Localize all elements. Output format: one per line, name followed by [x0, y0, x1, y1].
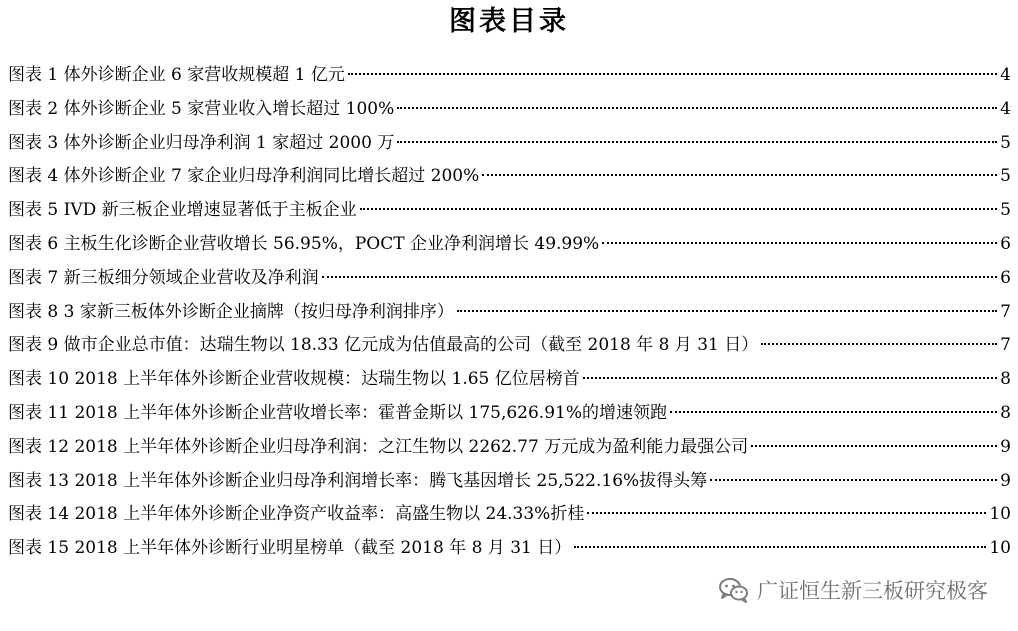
toc-entry[interactable]: [8, 465, 1011, 499]
toc-page-number: 7: [1000, 301, 1011, 322]
toc-dot-leader: [751, 445, 997, 447]
toc-page-number: 6: [1000, 267, 1011, 288]
toc-page-number: 5: [1000, 132, 1011, 153]
toc-entry[interactable]: [8, 93, 1011, 127]
toc-dot-leader: [397, 141, 997, 143]
toc-entry-title: 图表 5 IVD 新三板企业增速显著低于主板企业: [8, 200, 357, 221]
toc-dot-leader: [457, 310, 997, 312]
toc-page-number: 9: [1000, 470, 1011, 491]
toc-entry-title: 图表 11 2018 上半年体外诊断企业营收增长率：霍普金斯以 175,626.91%的增速领跑: [8, 402, 667, 423]
toc-page-number: 8: [1000, 402, 1011, 423]
toc-entry[interactable]: [8, 363, 1011, 397]
wechat-icon: [719, 577, 749, 603]
toc-entry[interactable]: [8, 397, 1011, 431]
toc-entry[interactable]: [8, 431, 1011, 465]
toc-entry-title: 图表 13 2018 上半年体外诊断企业归母净利润增长率：腾飞基因增长 25,522.16%拔得头筹: [8, 470, 708, 491]
toc-entry-title: 图表 1 体外诊断企业 6 家营收规模超 1 亿元: [8, 65, 345, 85]
toc-dot-leader: [482, 174, 997, 176]
toc-page-number: 7: [1000, 335, 1011, 356]
toc-entry-title: 图表 8 3 家新三板体外诊断企业摘牌（按归母净利润排序）: [8, 301, 454, 322]
toc-entry[interactable]: [8, 194, 1011, 228]
toc-entry-title: 图表 4 体外诊断企业 7 家企业归母净利润同比增长超过 200%: [8, 166, 480, 187]
toc-entry[interactable]: [8, 329, 1011, 363]
toc-dot-leader: [587, 512, 986, 514]
toc-page-number: 5: [1000, 200, 1011, 221]
toc-dot-leader: [670, 411, 997, 413]
toc-dot-leader: [583, 377, 997, 379]
page-title: 图表目录: [449, 6, 569, 37]
toc-dot-leader: [360, 208, 998, 210]
toc-entry[interactable]: [8, 59, 1011, 93]
toc-page-number: 4: [1000, 65, 1011, 85]
toc-entry-title: 图表 2 体外诊断企业 5 家营业收入增长超过 100%: [8, 98, 395, 119]
toc-entry[interactable]: [8, 127, 1011, 161]
toc-entry[interactable]: [8, 228, 1011, 262]
watermark-text: 广证恒生新三板研究极客: [757, 579, 988, 603]
toc-entry-title: 图表 12 2018 上半年体外诊断企业归母净利润：之江生物以 2262.77 万元成为盈利能力最强公司: [8, 436, 749, 457]
toc-dot-leader: [348, 73, 997, 75]
toc-page-number: 4: [1000, 98, 1011, 119]
toc-page-number: 10: [989, 504, 1011, 525]
toc-dot-leader: [397, 107, 997, 109]
toc-entry[interactable]: [8, 262, 1011, 296]
toc-dot-leader: [710, 479, 997, 481]
toc-page-number: 9: [1000, 436, 1011, 457]
toc-page-number: 6: [1000, 233, 1011, 254]
toc-page-number: 5: [1000, 166, 1011, 187]
toc-entry-title: 图表 3 体外诊断企业归母净利润 1 家超过 2000 万: [8, 132, 395, 153]
toc-entry-title: 图表 6 主板生化诊断企业营收增长 56.95%，POCT 企业净利润增长 49.99%: [8, 233, 600, 254]
watermark: [719, 575, 988, 605]
toc-entry[interactable]: [8, 498, 1011, 532]
toc-entry-title: 图表 15 2018 上半年体外诊断行业明星榜单（截至 2018 年 8 月 31 日）: [8, 538, 572, 559]
toc-entry[interactable]: [8, 160, 1011, 194]
toc-page-number: 8: [1000, 369, 1011, 390]
toc-dot-leader: [602, 242, 997, 244]
toc-entry-title: 图表 9 做市企业总市值：达瑞生物以 18.33 亿元成为估值最高的公司（截至 2018 年 8 月 31 日）: [8, 335, 759, 356]
toc-dot-leader: [574, 546, 986, 548]
toc-entry-title: 图表 10 2018 上半年体外诊断企业营收规模：达瑞生物以 1.65 亿位居榜首: [8, 369, 580, 390]
toc-entry-title: 图表 7 新三板细分领域企业营收及净利润: [8, 267, 319, 288]
toc-list: [8, 59, 1011, 566]
toc-entry[interactable]: [8, 532, 1011, 566]
toc-entry-title: 图表 14 2018 上半年体外诊断企业净资产收益率：高盛生物以 24.33%折桂: [8, 504, 585, 525]
toc-dot-leader: [761, 343, 997, 345]
toc-entry[interactable]: [8, 296, 1011, 330]
toc-dot-leader: [322, 276, 998, 278]
toc-page-number: 10: [989, 538, 1011, 559]
